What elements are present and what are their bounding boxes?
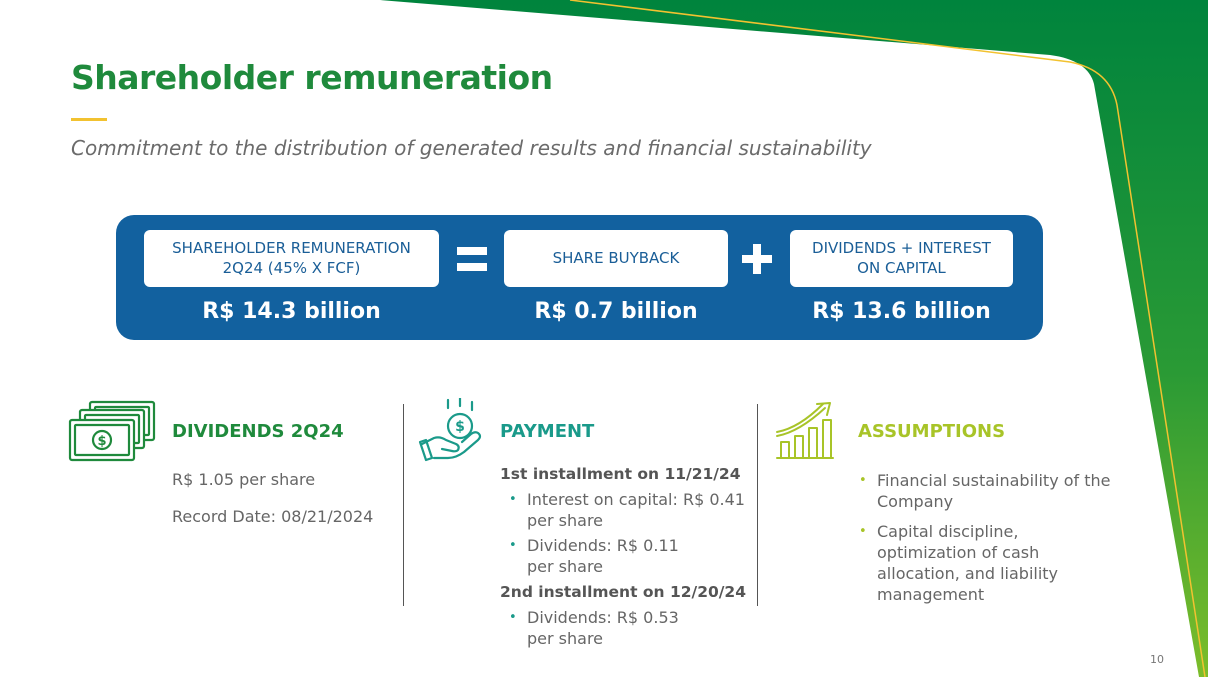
list-item-line: • Dividends: R$ 0.53: [527, 608, 679, 627]
dividends-title: DIVIDENDS 2Q24: [172, 421, 344, 442]
list-item: [501, 607, 679, 649]
remuneration-label-box: [144, 230, 439, 287]
dividends-label-line1: DIVIDENDS + INTEREST: [812, 239, 991, 257]
dividends-label-box: [790, 230, 1013, 287]
list-item-line: per share: [527, 511, 604, 530]
assumptions-title: ASSUMPTIONS: [858, 421, 1006, 442]
list-item: [851, 521, 1111, 605]
installment-1-list: [501, 489, 745, 577]
growth-chart-icon: [775, 402, 835, 462]
list-item-line: • Capital discipline,: [877, 522, 1019, 541]
list-item-line: optimization of cash: [877, 543, 1040, 562]
remuneration-label-line1: SHAREHOLDER REMUNERATION: [172, 239, 411, 257]
remuneration-formula-banner: [116, 215, 1043, 340]
list-item-line: per share: [527, 557, 604, 576]
list-item-line: management: [877, 585, 985, 604]
svg-text:$: $: [97, 434, 107, 449]
list-item: [851, 470, 1111, 512]
dividends-per-share: R$ 1.05 per share: [172, 470, 316, 489]
list-item-line: • Dividends: R$ 0.11: [527, 536, 679, 555]
list-item-line: per share: [527, 629, 604, 648]
list-item: [501, 489, 745, 531]
column-divider-2: [757, 404, 758, 606]
svg-text:$: $: [455, 419, 465, 435]
plus-icon: [742, 244, 772, 274]
dividends-value: R$ 13.6 billion: [812, 299, 991, 324]
list-item-line: • Interest on capital: R$ 0.41: [527, 490, 745, 509]
equals-icon: [457, 247, 487, 271]
assumptions-list: [851, 470, 1111, 605]
remuneration-label-line2: 2Q24 (45% X FCF): [222, 258, 361, 277]
dividends-record-date: Record Date: 08/21/2024: [172, 507, 374, 526]
buyback-label-box: [504, 230, 728, 287]
installment-2-heading: 2nd installment on 12/20/24: [500, 583, 746, 601]
cash-bills-icon: [68, 400, 158, 464]
coin-hand-icon: [418, 398, 486, 466]
list-item-line: allocation, and liability: [877, 564, 1059, 583]
payment-title: PAYMENT: [500, 421, 595, 442]
installment-2-list: [501, 607, 679, 649]
title-underline: [71, 118, 107, 121]
buyback-label: SHARE BUYBACK: [552, 248, 680, 267]
remuneration-value: R$ 14.3 billion: [202, 299, 381, 324]
list-item-line: • Financial sustainability of the: [877, 471, 1111, 490]
column-divider-1: [403, 404, 404, 606]
list-item-line: Company: [877, 492, 954, 511]
page-subtitle: Commitment to the distribution of generated results and financial sustainability: [71, 136, 872, 160]
installment-1-heading: 1st installment on 11/21/24: [500, 465, 741, 483]
dividends-label-line2: ON CAPITAL: [857, 258, 946, 277]
list-item: [501, 535, 745, 577]
page-title: Shareholder remuneration: [71, 58, 553, 97]
page-number: 10: [1150, 653, 1164, 666]
buyback-value: R$ 0.7 billion: [534, 299, 698, 324]
